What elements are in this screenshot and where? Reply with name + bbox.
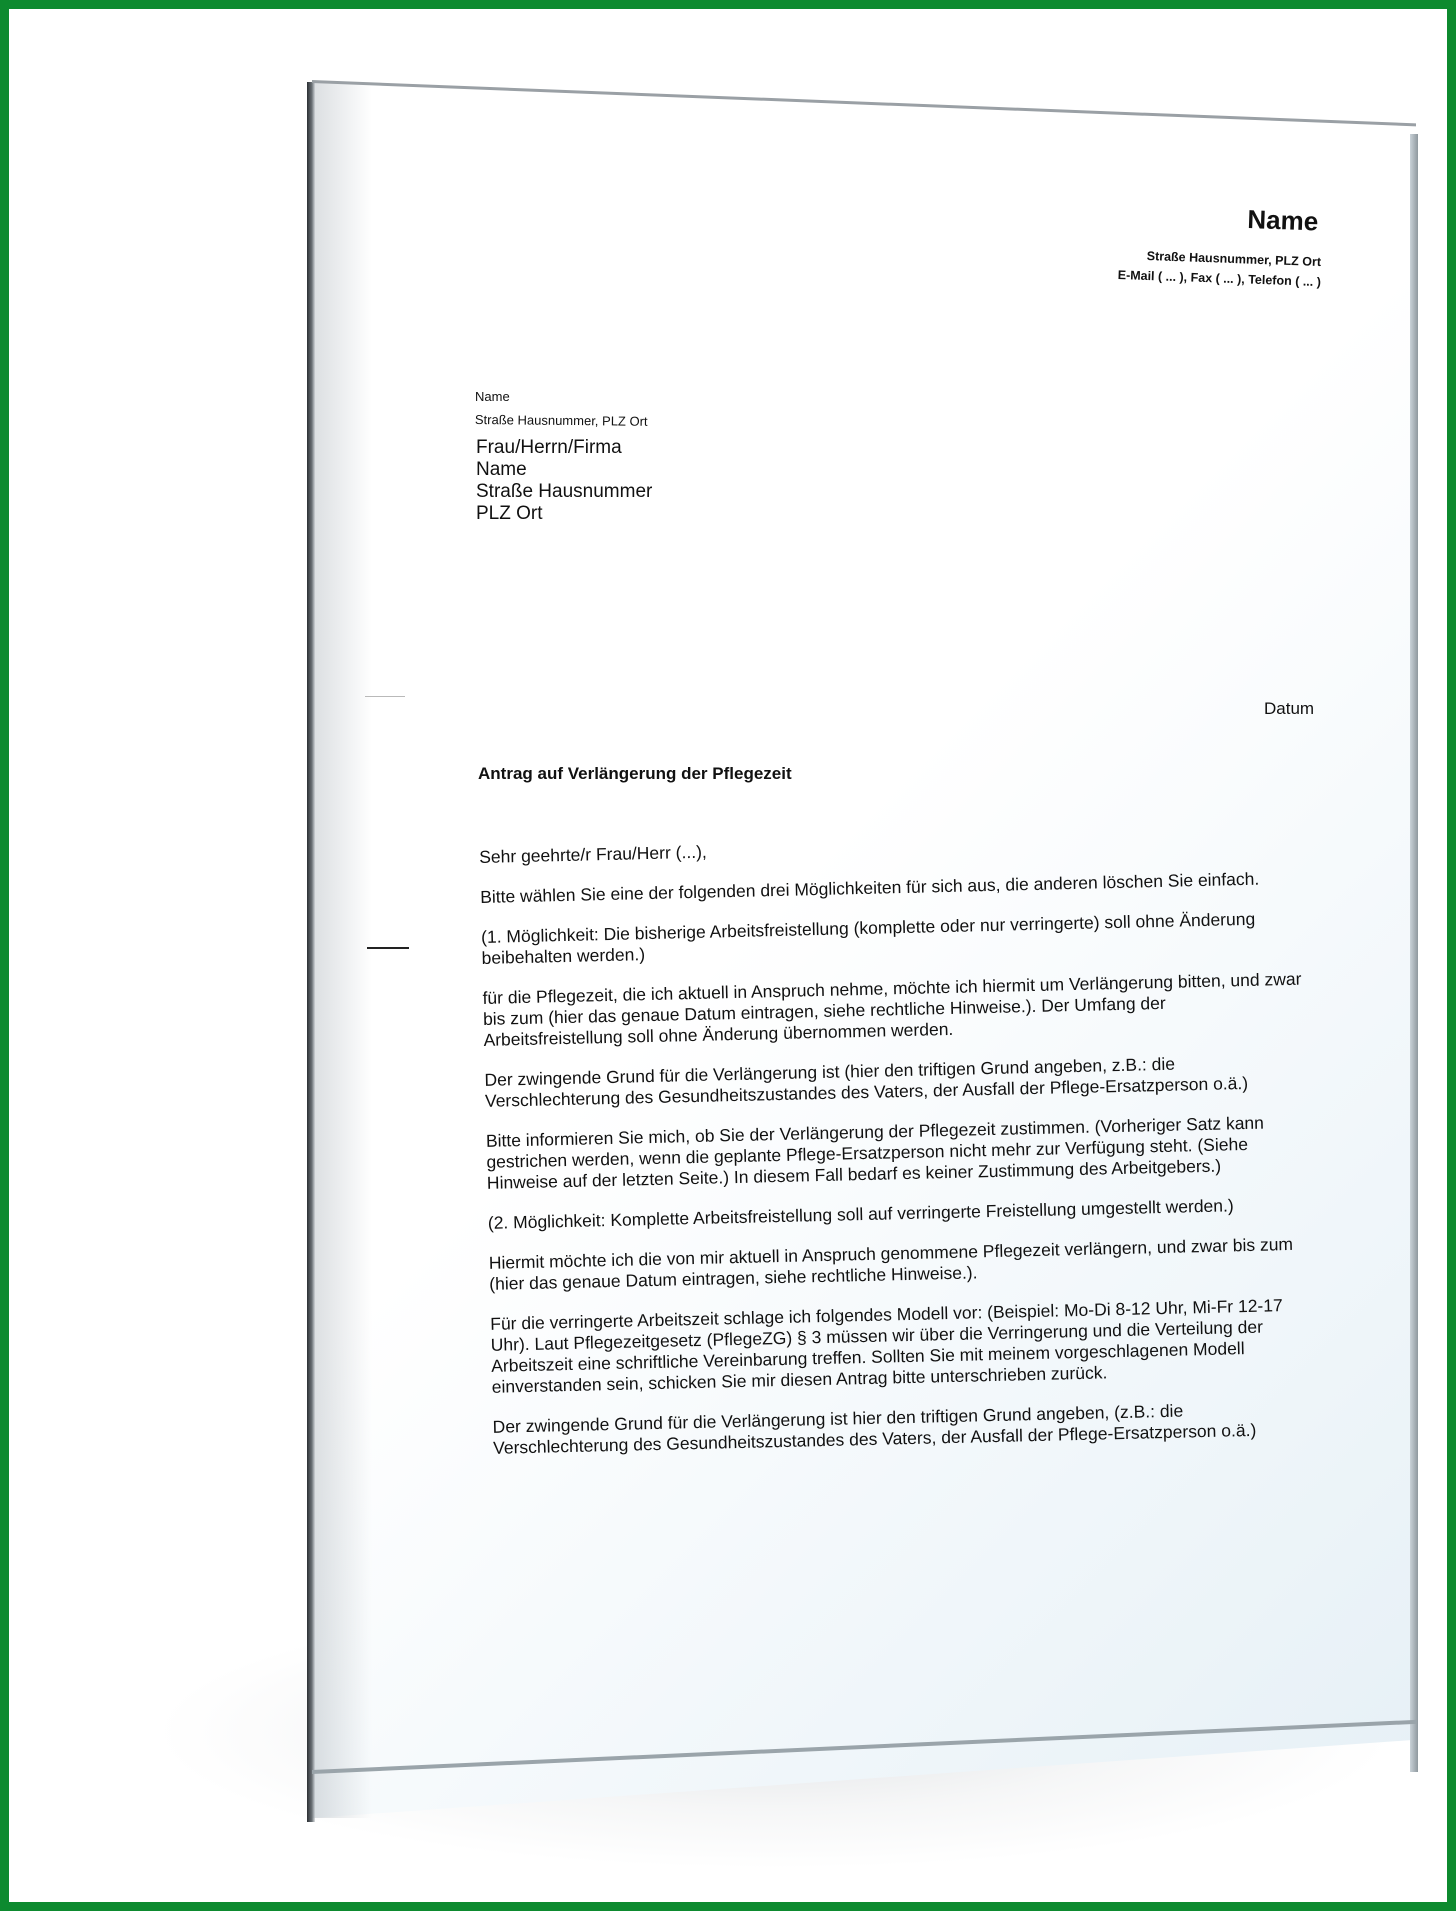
fold-mark-upper	[365, 696, 405, 697]
fold-mark-lower	[367, 947, 409, 949]
body-paragraph-5: Bitte informieren Sie mich, ob Sie der Verlängerung der Pflegezeit zustimmen. (Vorheriger Satz kann gestrichen werden, wenn die geplante Pflege-Ersatzperson nicht mehr zur Verfügung steht. (Siehe Hinweise auf der letzten Seite.) In diesem Fall bedarf es keiner Zustimmung des Arbeitgebers.)	[485, 1112, 1265, 1193]
recipient-line-4: PLZ Ort	[476, 503, 543, 524]
sheet-right-edge	[1410, 134, 1418, 1772]
body-paragraph-1: Bitte wählen Sie eine der folgenden drei Möglichkeiten für sich aus, die anderen löschen Sie einfach.	[479, 868, 1260, 907]
recipient-line-3: Straße Hausnummer	[476, 481, 653, 502]
return-address-line: Straße Hausnummer, PLZ Ort	[474, 412, 648, 429]
recipient-line-2: Name	[476, 459, 527, 480]
body-paragraph-2: (1. Möglichkeit: Die bisherige Arbeitsfreistellung (komplette oder nur verringerte) soll ohne Änderung beibehalten werden.)	[480, 908, 1256, 968]
body-paragraph-6: (2. Möglichkeit: Komplette Arbeitsfreistellung soll auf verringerte Freistellung umgestellt werden.)	[487, 1195, 1234, 1233]
body-paragraph-8: Für die verringerte Arbeitszeit schlage ich folgendes Modell vor: (Beispiel: Mo-Di 8-12 Uhr, Mi-Fr 12-17 Uhr). Laut Pflegezeitgesetz (PflegeZG) § 3 müssen wir über die Verringerung und die Verteilung der Arbeitszeit eine schriftliche Vereinbarung treffen. Sollten Sie mit meinem vorgeschlagenen Modell einverstanden sein, schicken Sie mir diesen Antrag bitte unterschrieben zurück.	[490, 1295, 1283, 1397]
sender-address: Straße Hausnummer, PLZ Ort	[1146, 249, 1322, 270]
recipient-line-1: Frau/Herrn/Firma	[476, 437, 622, 458]
sheet-left-edge	[307, 82, 315, 1822]
sender-contact: E-Mail ( ... ), Fax ( ... ), Telefon ( ... )	[1117, 268, 1322, 290]
recipient-address	[476, 437, 776, 525]
letter-body	[479, 828, 1314, 1478]
date-label: Datum	[1264, 699, 1315, 718]
body-paragraph-4: Der zwingende Grund für die Verlängerung ist (hier den triftigen Grund angeben, z.B.: die Verschlechterung des Gesundheitszustandes des Vaters, der Ausfall der Pflege-Ersatzperson o.ä.)	[484, 1053, 1249, 1111]
salutation: Sehr geehrte/r Frau/Herr (...),	[479, 841, 707, 867]
sender-name: Name	[1246, 204, 1319, 237]
letter-subject: Antrag auf Verlängerung der Pflegezeit	[478, 764, 792, 783]
return-address-name: Name	[475, 389, 510, 404]
body-paragraph-3: für die Pflegezeit, die ich aktuell in Anspruch nehme, möchte ich hiermit um Verlängerung bitten, und zwar bis zum (hier das genaue Datum eintragen, siehe rechtliche Hinweise.). Der Umfang der Arbeitsfreistellung soll ohne Änderung übernommen werden.	[482, 968, 1302, 1050]
body-paragraph-9: Der zwingende Grund für die Verlängerung ist hier den triftigen Grund angeben, (z.B.: die Verschlechterung des Gesundheitszustandes des Vaters, der Ausfall der Pflege-Ersatzperson o.ä.)	[492, 1400, 1257, 1458]
sheet-left-shade	[312, 82, 372, 1818]
body-paragraph-7: Hiermit möchte ich die von mir aktuell in Anspruch genommene Pflegezeit verlängern, und zwar bis zum (hier das genaue Datum eintragen, siehe rechtliche Hinweise.).	[488, 1233, 1294, 1294]
